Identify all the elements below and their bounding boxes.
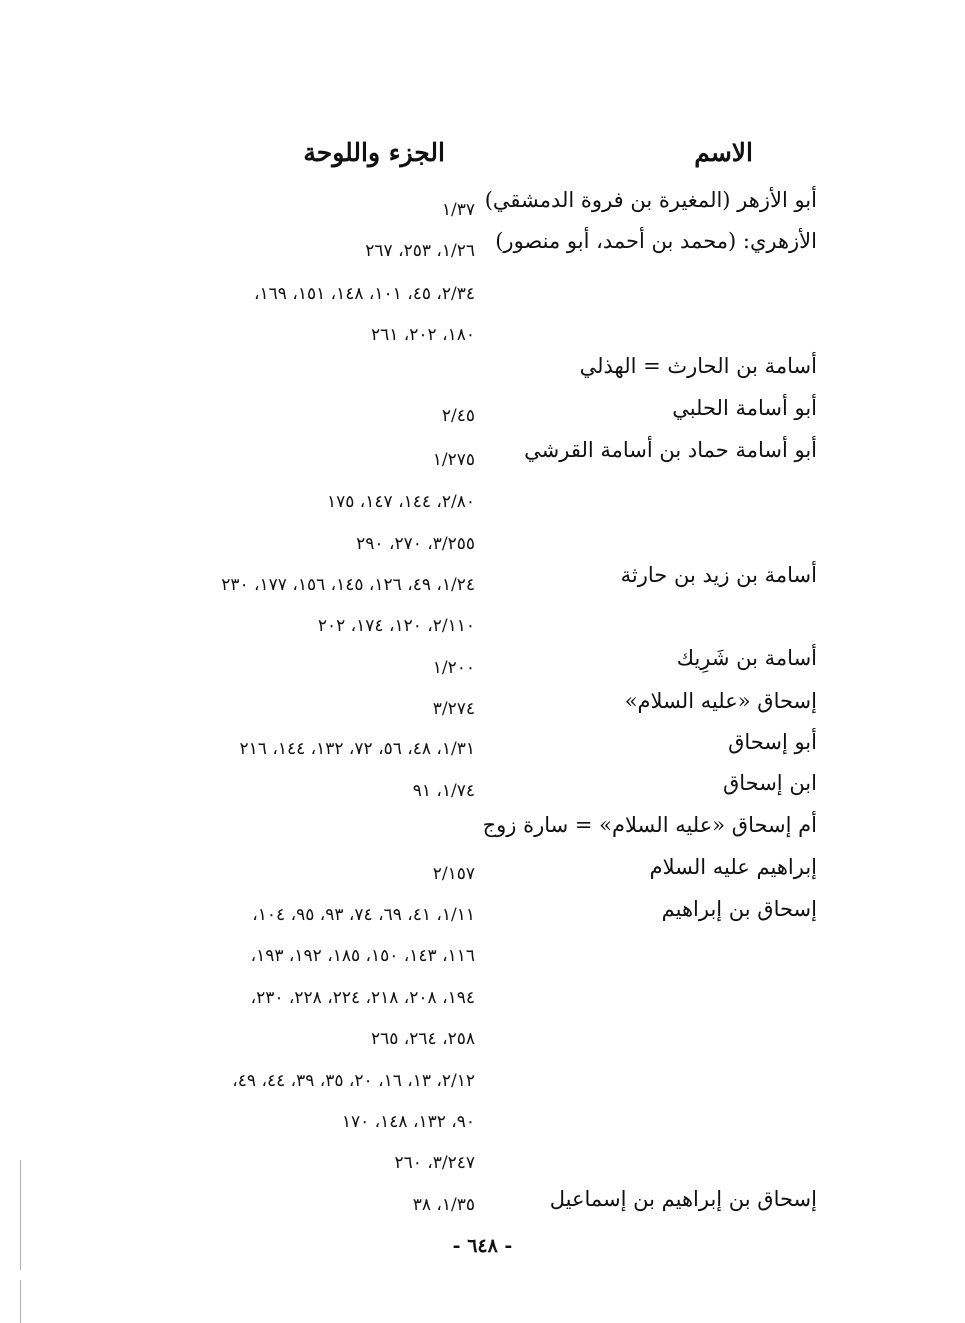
index-name: أبو إسحاق [728,730,817,754]
index-ref: ١/١١، ٤١، ٦٩، ٧٤، ٩٣، ٩٥، ١٠٤، [252,905,475,925]
index-name: إسحاق «عليه السلام» [624,689,817,713]
index-ref: ٢/٨٠، ١٤٤، ١٤٧، ١٧٥ [326,492,475,512]
index-ref: ١/٢٤، ٤٩، ١٢٦، ١٤٥، ١٥٦، ١٧٧، ٢٣٠ [221,575,475,595]
index-ref: ٢/١٥٧ [432,864,475,884]
index-ref: ١/٣١، ٤٨، ٥٦، ٧٢، ١٣٢، ١٤٤، ٢١٦ [239,739,475,759]
index-ref: ١/٣٧ [441,200,475,220]
index-ref: ٢/١١٠، ١٢٠، ١٧٤، ٢٠٢ [317,616,475,636]
index-ref: ١٨٠، ٢٠٢، ٢٦١ [371,325,475,345]
index-ref: ٣/٢٤٧، ٢٦٠ [394,1153,475,1173]
index-ref: ١/٢٦، ٢٥٣، ٢٦٧ [365,241,475,261]
index-ref: ١٩٤، ٢٠٨، ٢١٨، ٢٢٤، ٢٢٨، ٢٣٠، [250,988,475,1008]
index-ref: ١/٢٧٥ [432,450,475,470]
index-ref: ٣/٢٧٤ [432,699,475,719]
index-name: إبراهيم عليه السلام [649,855,817,879]
index-ref: ١١٦، ١٤٣، ١٥٠، ١٨٥، ١٩٢، ١٩٣، [250,946,475,966]
index-name: الأزهري: (محمد بن أحمد، أبو منصور) [495,229,817,253]
index-name: أبو أسامة حماد بن أسامة القرشي [524,438,817,462]
index-name: ابن إسحاق [722,771,817,795]
index-ref: ٢٥٨، ٢٦٤، ٢٦٥ [371,1029,475,1049]
index-name: أسامة بن شَرِيك [676,646,817,670]
index-ref: ٩٠، ١٣٢، ١٤٨، ١٧٠ [341,1112,475,1132]
index-name: إسحاق بن إبراهيم بن إسماعيل [549,1187,817,1211]
scan-edge-mark [20,1160,21,1270]
index-ref: ٢/٣٤، ٤٥، ١٠١، ١٤٨، ١٥١، ١٦٩، [254,284,475,304]
column-header-ref: الجزء واللوحة [303,138,445,167]
index-name: أسامة بن الحارث = الهذلي [579,354,817,378]
index-ref: ٢/١٢، ١٣، ١٦، ٢٠، ٣٥، ٣٩، ٤٤، ٤٩، [232,1071,475,1091]
index-name: إسحاق بن إبراهيم [661,897,817,921]
index-ref: ٣/٢٥٥، ٢٧٠، ٢٩٠ [356,534,475,554]
index-name: أبو أسامة الحلبي [672,396,817,420]
index-ref: ٢/٤٥ [441,406,475,426]
page-number: - ٦٤٨ - [452,1235,513,1257]
column-header-name: الاسم [694,138,753,167]
index-ref: ١/٢٠٠ [432,658,475,678]
index-ref: ١/٧٤، ٩١ [412,781,475,801]
index-name: أبو الأزهر (المغيرة بن فروة الدمشقي) [484,188,817,212]
scan-edge-mark [20,1280,21,1323]
index-ref: ١/٣٥، ٣٨ [412,1195,475,1215]
index-name: أم إسحاق «عليه السلام» = سارة زوج [482,813,817,837]
index-name: أسامة بن زيد بن حارثة [620,563,817,587]
